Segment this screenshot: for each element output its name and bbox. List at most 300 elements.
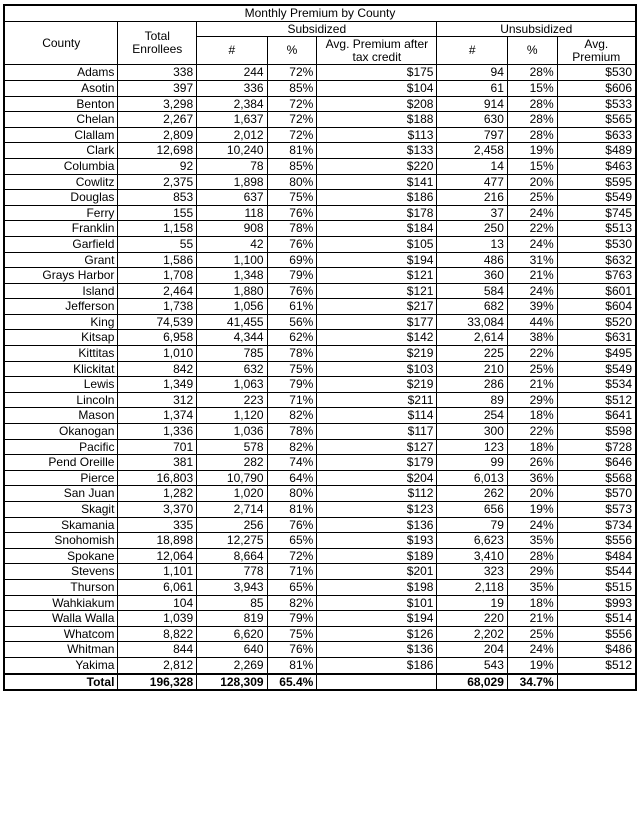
cell-subsidized-count: 3,943 (197, 579, 267, 595)
cell-unsubsidized-count: 61 (437, 80, 507, 96)
table-row (4, 221, 636, 237)
cell-total-enrollees: 397 (118, 80, 197, 96)
cell-unsubsidized-avg-premium: $595 (557, 174, 636, 190)
cell-subsidized-count: 1,020 (197, 486, 267, 502)
cell-subsidized-percent: 76% (267, 283, 317, 299)
table-row (4, 361, 636, 377)
table-row (4, 626, 636, 642)
cell-unsubsidized-percent: 38% (507, 330, 557, 346)
cell-subsidized-percent: 56% (267, 314, 317, 330)
cell-subsidized-avg-premium: $186 (317, 657, 437, 673)
cell-unsubsidized-count: 37 (437, 205, 507, 221)
cell-subsidized-percent: 78% (267, 346, 317, 362)
table-row (4, 96, 636, 112)
cell-unsubsidized-count: 543 (437, 657, 507, 673)
cell-unsubsidized-avg-premium: $993 (557, 595, 636, 611)
cell-county-name: Jefferson (4, 299, 118, 315)
column-header-subsidized-count: # (197, 37, 267, 65)
cell-county-name: Lincoln (4, 392, 118, 408)
cell-unsubsidized-avg-premium: $513 (557, 221, 636, 237)
cell-subsidized-count: 10,240 (197, 143, 267, 159)
cell-total-enrollees: 16,803 (118, 470, 197, 486)
cell-unsubsidized-count: 123 (437, 439, 507, 455)
cell-subsidized-avg-premium: $123 (317, 502, 437, 518)
cell-total-enrollees: 335 (118, 517, 197, 533)
cell-unsubsidized-avg-premium: $530 (557, 236, 636, 252)
cell-unsubsidized-count: 477 (437, 174, 507, 190)
cell-subsidized-percent: 78% (267, 221, 317, 237)
cell-subsidized-count: 1,637 (197, 112, 267, 128)
cell-unsubsidized-avg-premium: $745 (557, 205, 636, 221)
cell-county-name: Skagit (4, 502, 118, 518)
cell-unsubsidized-percent: 22% (507, 424, 557, 440)
table-row (4, 299, 636, 315)
cell-subsidized-avg-premium: $208 (317, 96, 437, 112)
cell-subsidized-avg-premium: $121 (317, 283, 437, 299)
cell-unsubsidized-percent: 28% (507, 96, 557, 112)
cell-unsubsidized-avg-premium: $544 (557, 564, 636, 580)
cell-subsidized-percent: 74% (267, 455, 317, 471)
cell-unsubsidized-avg-premium: $601 (557, 283, 636, 299)
cell-subsidized-count: 118 (197, 205, 267, 221)
cell-unsubsidized-count: 2,202 (437, 626, 507, 642)
cell-unsubsidized-percent: 26% (507, 455, 557, 471)
cell-unsubsidized-count: 262 (437, 486, 507, 502)
cell-subsidized-percent: 69% (267, 252, 317, 268)
cell-total-enrollees: 1,010 (118, 346, 197, 362)
cell-total-enrollees: 1,349 (118, 377, 197, 393)
total-cell-county-name: Total (4, 674, 118, 691)
cell-subsidized-percent: 72% (267, 127, 317, 143)
cell-subsidized-count: 244 (197, 65, 267, 81)
table-body (4, 65, 636, 690)
cell-subsidized-avg-premium: $136 (317, 517, 437, 533)
cell-subsidized-avg-premium: $179 (317, 455, 437, 471)
table-row (4, 158, 636, 174)
table-row (4, 439, 636, 455)
cell-unsubsidized-avg-premium: $520 (557, 314, 636, 330)
cell-subsidized-percent: 71% (267, 392, 317, 408)
cell-unsubsidized-count: 94 (437, 65, 507, 81)
cell-county-name: Douglas (4, 190, 118, 206)
cell-subsidized-count: 2,384 (197, 96, 267, 112)
total-cell-unsubsidized-count: 68,029 (437, 674, 507, 691)
cell-total-enrollees: 12,698 (118, 143, 197, 159)
cell-county-name: Grays Harbor (4, 268, 118, 284)
cell-subsidized-avg-premium: $104 (317, 80, 437, 96)
cell-subsidized-percent: 76% (267, 236, 317, 252)
cell-unsubsidized-count: 216 (437, 190, 507, 206)
cell-subsidized-percent: 82% (267, 595, 317, 611)
cell-subsidized-avg-premium: $178 (317, 205, 437, 221)
cell-subsidized-percent: 79% (267, 611, 317, 627)
total-cell-subsidized-avg-premium (317, 674, 437, 691)
cell-total-enrollees: 2,464 (118, 283, 197, 299)
cell-county-name: Island (4, 283, 118, 299)
table-row (4, 392, 636, 408)
cell-county-name: Skamania (4, 517, 118, 533)
cell-unsubsidized-percent: 18% (507, 439, 557, 455)
cell-subsidized-count: 819 (197, 611, 267, 627)
cell-unsubsidized-percent: 21% (507, 377, 557, 393)
cell-subsidized-count: 41,455 (197, 314, 267, 330)
cell-subsidized-percent: 72% (267, 65, 317, 81)
cell-unsubsidized-percent: 35% (507, 579, 557, 595)
cell-county-name: Lewis (4, 377, 118, 393)
cell-unsubsidized-count: 6,013 (437, 470, 507, 486)
cell-unsubsidized-count: 254 (437, 408, 507, 424)
cell-unsubsidized-count: 6,623 (437, 533, 507, 549)
cell-unsubsidized-count: 33,084 (437, 314, 507, 330)
cell-unsubsidized-avg-premium: $495 (557, 346, 636, 362)
cell-county-name: Spokane (4, 548, 118, 564)
cell-subsidized-avg-premium: $211 (317, 392, 437, 408)
cell-subsidized-count: 85 (197, 595, 267, 611)
cell-subsidized-count: 336 (197, 80, 267, 96)
cell-county-name: Klickitat (4, 361, 118, 377)
cell-county-name: Kittitas (4, 346, 118, 362)
total-cell-unsubsidized-percent: 34.7% (507, 674, 557, 691)
column-header-unsubsidized-avg-premium: Avg. Premium (557, 37, 636, 65)
cell-subsidized-avg-premium: $219 (317, 377, 437, 393)
cell-total-enrollees: 74,539 (118, 314, 197, 330)
cell-subsidized-avg-premium: $201 (317, 564, 437, 580)
cell-subsidized-avg-premium: $194 (317, 611, 437, 627)
cell-subsidized-avg-premium: $114 (317, 408, 437, 424)
cell-unsubsidized-avg-premium: $606 (557, 80, 636, 96)
column-header-county: County (4, 21, 118, 65)
cell-unsubsidized-avg-premium: $641 (557, 408, 636, 424)
cell-subsidized-count: 785 (197, 346, 267, 362)
cell-subsidized-avg-premium: $177 (317, 314, 437, 330)
cell-subsidized-avg-premium: $193 (317, 533, 437, 549)
cell-unsubsidized-count: 286 (437, 377, 507, 393)
cell-unsubsidized-count: 2,118 (437, 579, 507, 595)
cell-subsidized-avg-premium: $219 (317, 346, 437, 362)
table-row (4, 564, 636, 580)
table-row (4, 112, 636, 128)
cell-total-enrollees: 701 (118, 439, 197, 455)
table-row (4, 236, 636, 252)
cell-subsidized-count: 4,344 (197, 330, 267, 346)
table-header (4, 5, 636, 65)
cell-subsidized-percent: 76% (267, 517, 317, 533)
cell-total-enrollees: 18,898 (118, 533, 197, 549)
cell-subsidized-percent: 82% (267, 408, 317, 424)
cell-county-name: Clark (4, 143, 118, 159)
cell-unsubsidized-count: 220 (437, 611, 507, 627)
cell-unsubsidized-percent: 28% (507, 65, 557, 81)
cell-unsubsidized-count: 225 (437, 346, 507, 362)
cell-unsubsidized-percent: 24% (507, 283, 557, 299)
group-header-row (4, 21, 636, 37)
column-header-subsidized-percent: % (267, 37, 317, 65)
cell-subsidized-avg-premium: $184 (317, 221, 437, 237)
cell-unsubsidized-avg-premium: $530 (557, 65, 636, 81)
cell-unsubsidized-avg-premium: $512 (557, 657, 636, 673)
cell-unsubsidized-count: 630 (437, 112, 507, 128)
cell-unsubsidized-percent: 24% (507, 236, 557, 252)
cell-subsidized-avg-premium: $117 (317, 424, 437, 440)
cell-subsidized-avg-premium: $127 (317, 439, 437, 455)
cell-unsubsidized-count: 323 (437, 564, 507, 580)
cell-unsubsidized-count: 14 (437, 158, 507, 174)
cell-unsubsidized-avg-premium: $512 (557, 392, 636, 408)
cell-total-enrollees: 381 (118, 455, 197, 471)
cell-total-enrollees: 853 (118, 190, 197, 206)
cell-unsubsidized-percent: 28% (507, 127, 557, 143)
cell-county-name: Whitman (4, 642, 118, 658)
cell-unsubsidized-avg-premium: $534 (557, 377, 636, 393)
cell-total-enrollees: 312 (118, 392, 197, 408)
cell-unsubsidized-percent: 24% (507, 517, 557, 533)
table-row (4, 579, 636, 595)
cell-unsubsidized-count: 204 (437, 642, 507, 658)
cell-subsidized-percent: 79% (267, 377, 317, 393)
cell-unsubsidized-percent: 20% (507, 174, 557, 190)
cell-subsidized-count: 1,063 (197, 377, 267, 393)
cell-unsubsidized-count: 797 (437, 127, 507, 143)
cell-total-enrollees: 2,812 (118, 657, 197, 673)
cell-subsidized-percent: 76% (267, 642, 317, 658)
table-row (4, 127, 636, 143)
cell-county-name: Adams (4, 65, 118, 81)
table-row (4, 346, 636, 362)
table-row (4, 657, 636, 673)
cell-unsubsidized-avg-premium: $556 (557, 533, 636, 549)
cell-county-name: Walla Walla (4, 611, 118, 627)
column-header-total-enrollees: Total Enrollees (118, 21, 197, 65)
cell-subsidized-percent: 78% (267, 424, 317, 440)
cell-unsubsidized-avg-premium: $549 (557, 190, 636, 206)
cell-subsidized-percent: 64% (267, 470, 317, 486)
cell-unsubsidized-percent: 19% (507, 657, 557, 673)
cell-subsidized-percent: 85% (267, 158, 317, 174)
cell-subsidized-count: 1,120 (197, 408, 267, 424)
cell-total-enrollees: 155 (118, 205, 197, 221)
table-row (4, 502, 636, 518)
cell-unsubsidized-percent: 21% (507, 611, 557, 627)
cell-subsidized-percent: 81% (267, 143, 317, 159)
cell-total-enrollees: 104 (118, 595, 197, 611)
cell-unsubsidized-percent: 28% (507, 112, 557, 128)
table-row (4, 408, 636, 424)
cell-unsubsidized-avg-premium: $515 (557, 579, 636, 595)
cell-unsubsidized-avg-premium: $631 (557, 330, 636, 346)
cell-total-enrollees: 1,101 (118, 564, 197, 580)
cell-subsidized-avg-premium: $101 (317, 595, 437, 611)
cell-county-name: Ferry (4, 205, 118, 221)
table-row (4, 330, 636, 346)
cell-subsidized-count: 640 (197, 642, 267, 658)
cell-unsubsidized-count: 79 (437, 517, 507, 533)
cell-unsubsidized-percent: 25% (507, 361, 557, 377)
cell-subsidized-percent: 76% (267, 205, 317, 221)
cell-subsidized-avg-premium: $142 (317, 330, 437, 346)
table-row (4, 611, 636, 627)
cell-total-enrollees: 2,375 (118, 174, 197, 190)
table-row (4, 470, 636, 486)
cell-unsubsidized-avg-premium: $604 (557, 299, 636, 315)
cell-subsidized-percent: 61% (267, 299, 317, 315)
cell-unsubsidized-avg-premium: $489 (557, 143, 636, 159)
cell-county-name: King (4, 314, 118, 330)
cell-unsubsidized-percent: 20% (507, 486, 557, 502)
cell-subsidized-count: 8,664 (197, 548, 267, 564)
cell-total-enrollees: 1,586 (118, 252, 197, 268)
cell-subsidized-percent: 79% (267, 268, 317, 284)
cell-unsubsidized-percent: 21% (507, 268, 557, 284)
table-row (4, 190, 636, 206)
cell-subsidized-avg-premium: $141 (317, 174, 437, 190)
cell-total-enrollees: 1,158 (118, 221, 197, 237)
cell-unsubsidized-percent: 35% (507, 533, 557, 549)
cell-unsubsidized-count: 360 (437, 268, 507, 284)
cell-subsidized-count: 2,714 (197, 502, 267, 518)
cell-total-enrollees: 1,039 (118, 611, 197, 627)
cell-unsubsidized-avg-premium: $728 (557, 439, 636, 455)
cell-unsubsidized-avg-premium: $763 (557, 268, 636, 284)
total-cell-subsidized-count: 128,309 (197, 674, 267, 691)
cell-unsubsidized-percent: 19% (507, 143, 557, 159)
cell-total-enrollees: 3,298 (118, 96, 197, 112)
cell-unsubsidized-percent: 29% (507, 564, 557, 580)
title-row (4, 5, 636, 21)
cell-unsubsidized-percent: 25% (507, 190, 557, 206)
cell-unsubsidized-count: 3,410 (437, 548, 507, 564)
table-row (4, 283, 636, 299)
cell-county-name: Franklin (4, 221, 118, 237)
cell-total-enrollees: 6,061 (118, 579, 197, 595)
table-title: Monthly Premium by County (4, 5, 636, 21)
cell-subsidized-count: 637 (197, 190, 267, 206)
cell-subsidized-percent: 62% (267, 330, 317, 346)
group-header-unsubsidized: Unsubsidized (437, 21, 636, 37)
cell-unsubsidized-percent: 18% (507, 408, 557, 424)
cell-subsidized-avg-premium: $112 (317, 486, 437, 502)
cell-subsidized-percent: 80% (267, 174, 317, 190)
cell-total-enrollees: 2,809 (118, 127, 197, 143)
cell-subsidized-percent: 72% (267, 548, 317, 564)
table-row (4, 533, 636, 549)
cell-unsubsidized-percent: 28% (507, 548, 557, 564)
cell-unsubsidized-avg-premium: $633 (557, 127, 636, 143)
cell-subsidized-count: 1,880 (197, 283, 267, 299)
cell-subsidized-avg-premium: $188 (317, 112, 437, 128)
cell-total-enrollees: 92 (118, 158, 197, 174)
cell-total-enrollees: 1,282 (118, 486, 197, 502)
cell-county-name: Stevens (4, 564, 118, 580)
cell-subsidized-percent: 72% (267, 96, 317, 112)
cell-county-name: Pacific (4, 439, 118, 455)
table-total-row (4, 674, 636, 691)
cell-subsidized-avg-premium: $189 (317, 548, 437, 564)
cell-unsubsidized-percent: 22% (507, 221, 557, 237)
cell-subsidized-count: 282 (197, 455, 267, 471)
cell-subsidized-percent: 65% (267, 533, 317, 549)
cell-total-enrollees: 6,958 (118, 330, 197, 346)
cell-unsubsidized-percent: 44% (507, 314, 557, 330)
cell-unsubsidized-percent: 15% (507, 80, 557, 96)
cell-subsidized-avg-premium: $105 (317, 236, 437, 252)
cell-subsidized-avg-premium: $121 (317, 268, 437, 284)
cell-county-name: San Juan (4, 486, 118, 502)
cell-subsidized-percent: 85% (267, 80, 317, 96)
cell-unsubsidized-count: 300 (437, 424, 507, 440)
cell-total-enrollees: 842 (118, 361, 197, 377)
table-row (4, 314, 636, 330)
cell-unsubsidized-avg-premium: $646 (557, 455, 636, 471)
cell-subsidized-avg-premium: $113 (317, 127, 437, 143)
cell-subsidized-percent: 82% (267, 439, 317, 455)
table-row (4, 548, 636, 564)
cell-unsubsidized-avg-premium: $568 (557, 470, 636, 486)
cell-unsubsidized-avg-premium: $734 (557, 517, 636, 533)
cell-county-name: Cowlitz (4, 174, 118, 190)
cell-county-name: Grant (4, 252, 118, 268)
cell-county-name: Asotin (4, 80, 118, 96)
cell-county-name: Wahkiakum (4, 595, 118, 611)
cell-total-enrollees: 1,374 (118, 408, 197, 424)
table-row (4, 486, 636, 502)
cell-unsubsidized-avg-premium: $570 (557, 486, 636, 502)
table-row (4, 595, 636, 611)
cell-subsidized-count: 223 (197, 392, 267, 408)
total-cell-total-enrollees: 196,328 (118, 674, 197, 691)
cell-subsidized-percent: 81% (267, 502, 317, 518)
cell-unsubsidized-percent: 24% (507, 205, 557, 221)
cell-unsubsidized-percent: 29% (507, 392, 557, 408)
cell-unsubsidized-count: 584 (437, 283, 507, 299)
cell-unsubsidized-avg-premium: $598 (557, 424, 636, 440)
cell-county-name: Snohomish (4, 533, 118, 549)
cell-subsidized-percent: 65% (267, 579, 317, 595)
cell-subsidized-count: 2,012 (197, 127, 267, 143)
cell-subsidized-percent: 80% (267, 486, 317, 502)
cell-total-enrollees: 3,370 (118, 502, 197, 518)
cell-subsidized-percent: 72% (267, 112, 317, 128)
cell-unsubsidized-avg-premium: $549 (557, 361, 636, 377)
cell-county-name: Garfield (4, 236, 118, 252)
cell-unsubsidized-count: 2,458 (437, 143, 507, 159)
total-cell-subsidized-percent: 65.4% (267, 674, 317, 691)
cell-county-name: Okanogan (4, 424, 118, 440)
cell-subsidized-count: 1,056 (197, 299, 267, 315)
cell-unsubsidized-count: 2,614 (437, 330, 507, 346)
cell-unsubsidized-percent: 39% (507, 299, 557, 315)
cell-subsidized-avg-premium: $198 (317, 579, 437, 595)
cell-county-name: Columbia (4, 158, 118, 174)
cell-total-enrollees: 1,708 (118, 268, 197, 284)
table-row (4, 268, 636, 284)
cell-subsidized-count: 42 (197, 236, 267, 252)
total-cell-unsubsidized-avg-premium (557, 674, 636, 691)
table-row (4, 424, 636, 440)
monthly-premium-table (3, 4, 637, 691)
cell-unsubsidized-avg-premium: $533 (557, 96, 636, 112)
cell-subsidized-avg-premium: $133 (317, 143, 437, 159)
cell-total-enrollees: 2,267 (118, 112, 197, 128)
cell-subsidized-count: 778 (197, 564, 267, 580)
cell-subsidized-count: 12,275 (197, 533, 267, 549)
cell-unsubsidized-avg-premium: $632 (557, 252, 636, 268)
cell-total-enrollees: 1,738 (118, 299, 197, 315)
cell-county-name: Kitsap (4, 330, 118, 346)
cell-subsidized-percent: 75% (267, 361, 317, 377)
cell-subsidized-avg-premium: $194 (317, 252, 437, 268)
cell-unsubsidized-percent: 31% (507, 252, 557, 268)
cell-unsubsidized-count: 19 (437, 595, 507, 611)
